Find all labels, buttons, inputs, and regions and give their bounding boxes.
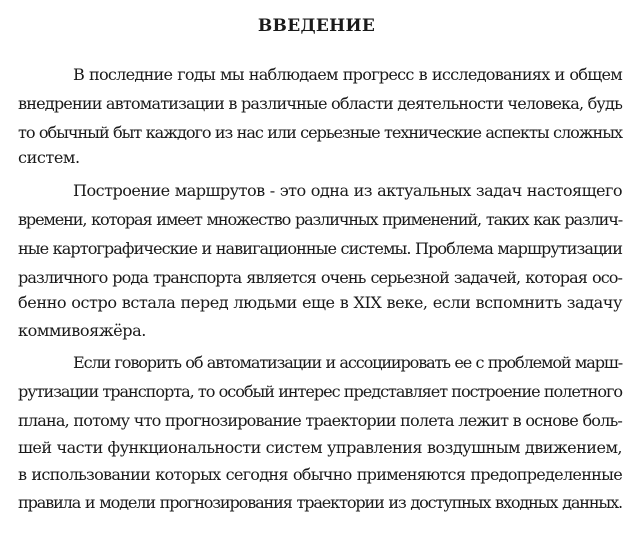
paragraph-line: рутизации транспорта, то особый интерес представляет построение полетного xyxy=(18,382,622,401)
paragraph-line: В последние годы мы наблюдаем прогресс в исследованиях и общем xyxy=(73,65,622,84)
paragraph-line: то обычный быт каждого из нас или серьезные технические аспекты сложных xyxy=(18,123,622,142)
paragraph-line: ные картографические и навигационные системы. Проблема маршрутизации xyxy=(18,239,622,258)
paragraph-line: внедрении автоматизации в различные области деятельности человека, будь xyxy=(18,94,622,113)
paragraph-line: шей части функциональности систем управления воздушным движением, xyxy=(18,438,622,457)
document-title: ВВЕДЕНИЕ xyxy=(257,16,376,36)
paragraph-line: времени, которая имеет множество различных применений, таких как различ- xyxy=(18,210,622,229)
paragraph-line: Если говорить об автоматизации и ассоциировать ее с проблемой марш- xyxy=(73,353,622,372)
paragraph-line: коммивояжёра. xyxy=(18,321,146,340)
paragraph-line: бенно остро встала перед людьми еще в XIX веке, если вспомнить задачу xyxy=(18,293,622,312)
paragraph-line: систем. xyxy=(18,148,80,167)
paragraph-line: Построение маршрутов - это одна из актуальных задач настоящего xyxy=(73,181,622,200)
paragraph-line: в использовании которых сегодня обычно применяются предопределенные xyxy=(18,465,622,484)
paragraph-line: плана, потому что прогнозирование траектории полета лежит в основе боль- xyxy=(18,411,622,430)
paragraph-line: правила и модели прогнозирования траектории из доступных входных данных. xyxy=(18,493,622,512)
paragraph-line: различного рода транспорта является очень серьезной задачей, которая осо- xyxy=(18,268,622,287)
